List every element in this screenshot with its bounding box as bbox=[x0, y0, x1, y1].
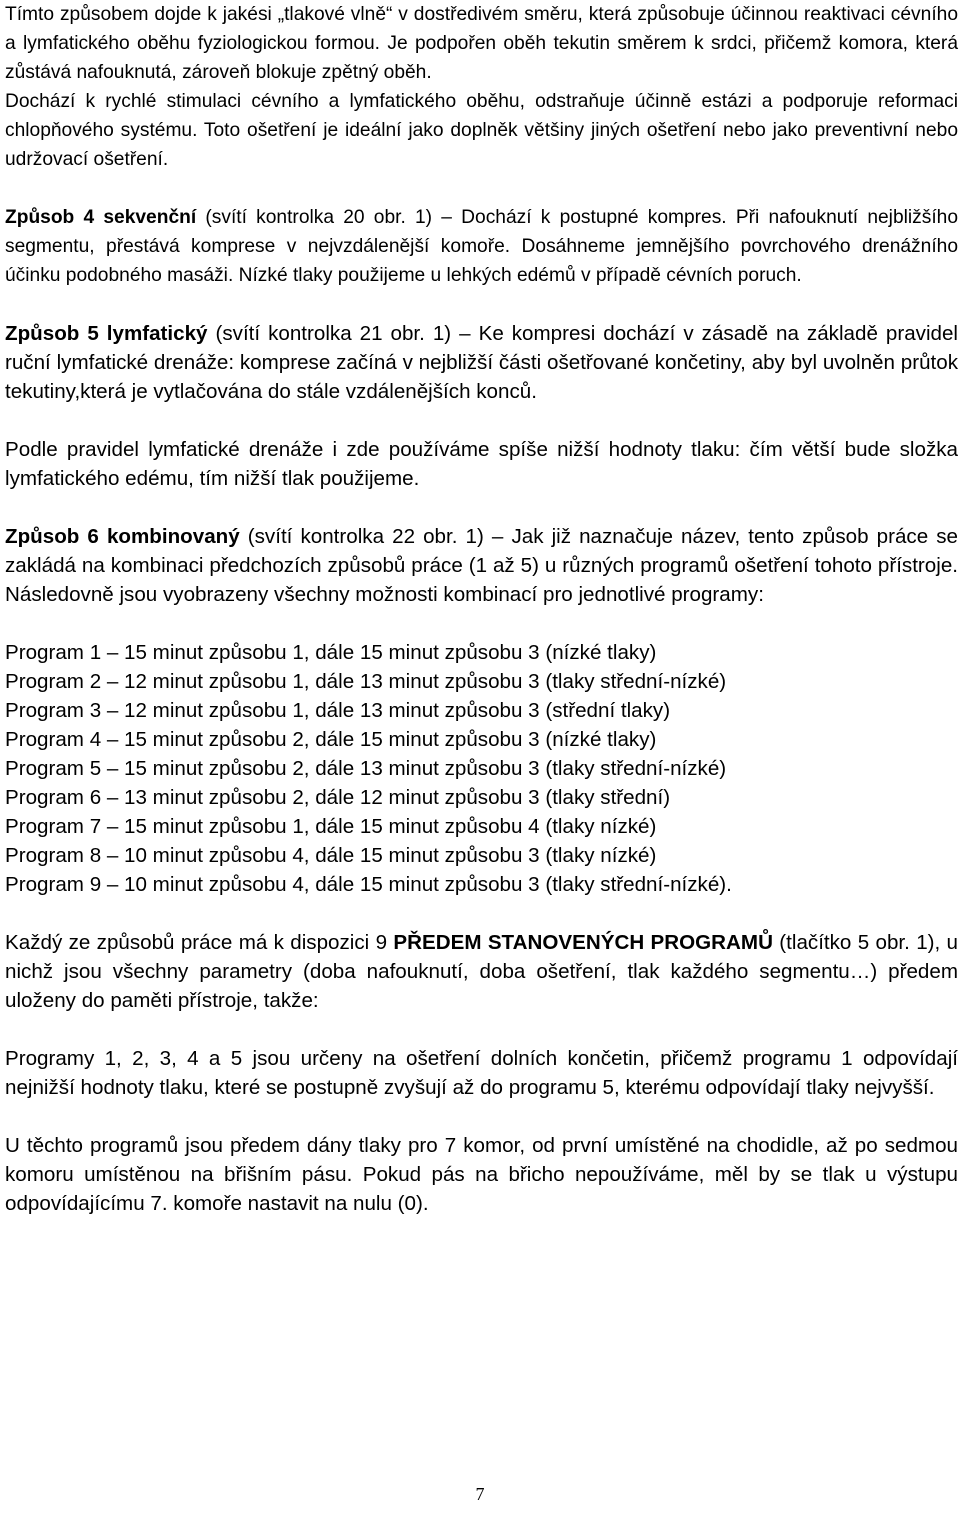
paragraph-mode-4 bbox=[5, 203, 958, 290]
program-item: Program 5 – 15 minut způsobu 2, dále 13 minut způsobu 3 (tlaky střední-nízké) bbox=[5, 757, 727, 780]
mode-4-text: (svítí kontrolka 20 obr. 1) – Dochází k postupné kompres. Při nafouknutí nejbližšího segmentu, přestává komprese v nejvzdálenější komoře. Dosáhneme jemnějšího povrchového drenážního účinku podobného masáži. Nízké tlaky použijeme u lehkých edémů v případě cévních poruch. bbox=[5, 207, 958, 286]
preset-programs-title: PŘEDEM STANOVENÝCH PROGRAMŮ bbox=[393, 931, 773, 954]
program-item: Program 7 – 15 minut způsobu 1, dále 15 minut způsobu 4 (tlaky nízké) bbox=[5, 815, 657, 838]
paragraph-pressure-wave: Tímto způsobem dojde k jakési „tlakové vlně“ v dostředivém směru, která způsobuje účinnou reaktivaci cévního a lymfatického oběhu fyziologickou formou. Je podpořen oběh tekutin směrem k srdci, přičemž komora, která zůstává nafouknutá, zároveň blokuje zpětný oběh. bbox=[5, 4, 958, 83]
paragraph-mode-6 bbox=[5, 522, 958, 609]
mode-5-title: Způsob 5 lymfatický bbox=[5, 322, 208, 345]
paragraph-stimulation: Dochází k rychlé stimulaci cévního a lymfatického oběhu, odstraňuje účinně estázi a podporuje reformaci chlopňového systému. Toto ošetření je ideální jako doplněk většiny jiných ošetření nebo jako preventivní nebo udržovací ošetření. bbox=[5, 91, 958, 170]
program-list bbox=[5, 638, 958, 899]
preset-text-b: (tlačítko 5 obr. 1), u nichž jsou všechny parametry (doba nafouknutí, doba ošetření, tlak každého segmentu…) předem uloženy do paměti přístroje, takže: bbox=[5, 931, 959, 1012]
mode-4-title: Způsob 4 sekvenční bbox=[5, 207, 197, 228]
mode-6-text: (svítí kontrolka 22 obr. 1) – Jak již naznačuje název, tento způsob práce se zakládá na kombinaci předchozích způsobů práce (1 až 5) u různých programů ošetření tohoto přístroje. Následovně jsou vyobrazeny všechny možnosti kombinací pro jednotlivé programy: bbox=[5, 525, 958, 606]
preset-text-a: Každý ze způsobů práce má k dispozici 9 bbox=[5, 931, 394, 954]
paragraph-chambers: U těchto programů jsou předem dány tlaky pro 7 komor, od první umístěné na chodidle, až po sedmou komoru umístěnou na břišním pásu. Pokud pás na břicho nepoužíváme, měl by se tlak u výstupu odpovídajícímu 7. komoře nastavit na nulu (0). bbox=[5, 1134, 958, 1215]
program-item: Program 6 – 13 minut způsobu 2, dále 12 minut způsobu 3 (tlaky střední) bbox=[5, 786, 671, 809]
program-item: Program 8 – 10 minut způsobu 4, dále 15 minut způsobu 3 (tlaky nízké) bbox=[5, 844, 657, 867]
program-item: Program 9 – 10 minut způsobu 4, dále 15 minut způsobu 3 (tlaky střední-nízké). bbox=[5, 873, 732, 896]
program-item: Program 2 – 12 minut způsobu 1, dále 13 minut způsobu 3 (tlaky střední-nízké) bbox=[5, 670, 727, 693]
program-item: Program 1 – 15 minut způsobu 1, dále 15 minut způsobu 3 (nízké tlaky) bbox=[5, 641, 657, 664]
paragraph-preset-programs bbox=[5, 928, 958, 1015]
document-page bbox=[5, 0, 958, 1218]
mode-6-title: Způsob 6 kombinovaný bbox=[5, 525, 240, 548]
program-item: Program 3 – 12 minut způsobu 1, dále 13 minut způsobu 3 (střední tlaky) bbox=[5, 699, 671, 722]
mode-5-text: (svítí kontrolka 21 obr. 1) – Ke kompresi dochází v zásadě na základě pravidel ruční lymfatické drenáže: komprese začíná v nejbližší části ošetřované končetiny, aby byl uvolněn průtok tekutiny,která je vytlačována do stále vzdálenějších konců. bbox=[5, 322, 959, 403]
paragraph-lymph-pressure: Podle pravidel lymfatické drenáže i zde používáme spíše nižší hodnoty tlaku: čím větší bude složka lymfatického edému, tím nižší tlak použijeme. bbox=[5, 438, 958, 490]
page-number: 7 bbox=[475, 1484, 485, 1504]
paragraph-programs-1-5: Programy 1, 2, 3, 4 a 5 jsou určeny na ošetření dolních končetin, přičemž programu 1 odpovídají nejnižší hodnoty tlaku, které se postupně zvyšují až do programu 5, kterému odpovídají tlaky nejvyšší. bbox=[5, 1047, 958, 1099]
paragraph-mode-5 bbox=[5, 319, 958, 406]
program-item: Program 4 – 15 minut způsobu 2, dále 15 minut způsobu 3 (nízké tlaky) bbox=[5, 728, 657, 751]
